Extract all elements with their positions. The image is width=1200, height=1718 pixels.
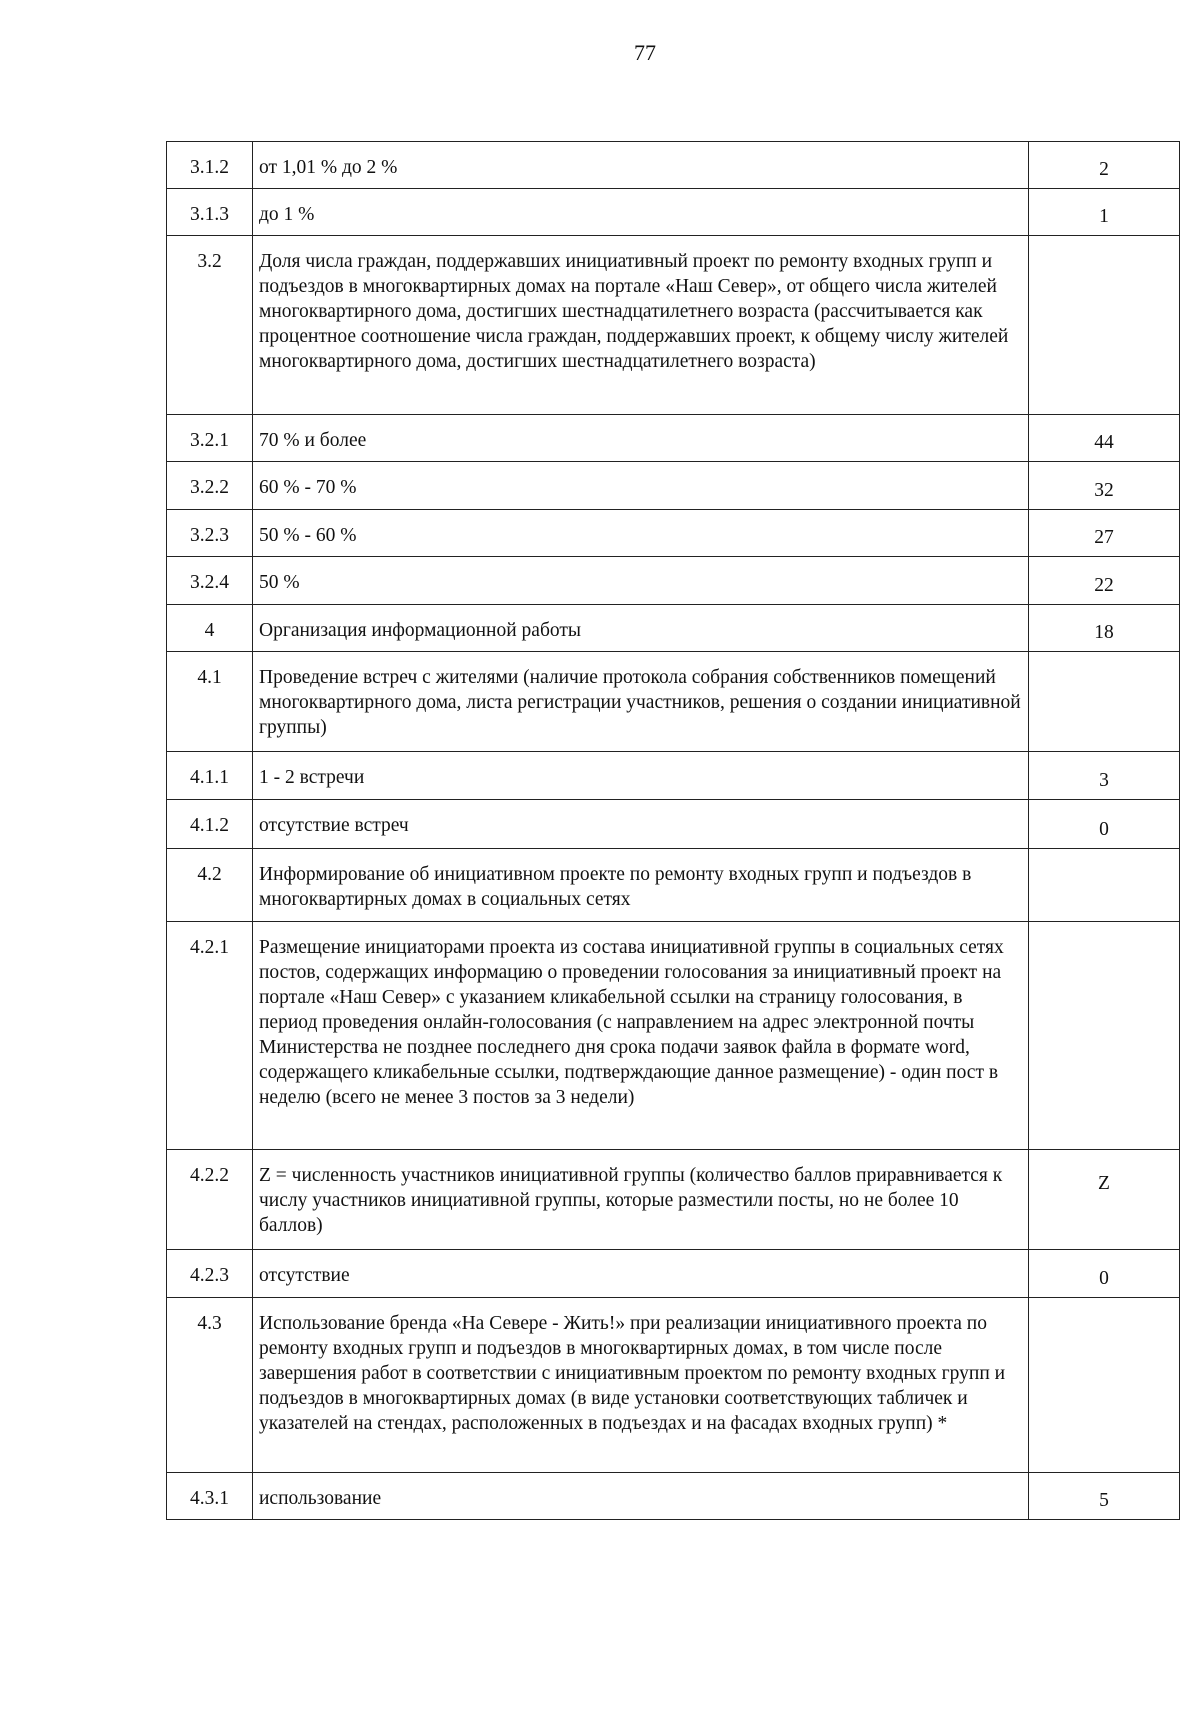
row-score: 2 xyxy=(1029,142,1180,189)
row-number: 4 xyxy=(167,605,253,652)
table-row xyxy=(167,652,1180,752)
row-number: 4.2.2 xyxy=(167,1150,253,1250)
row-description: 50 % xyxy=(253,557,1029,605)
row-score xyxy=(1029,1298,1180,1473)
table-row xyxy=(167,922,1180,1150)
table-row xyxy=(167,849,1180,922)
row-score: 22 xyxy=(1029,557,1180,605)
row-number: 4.1.2 xyxy=(167,800,253,849)
row-number: 3.2.4 xyxy=(167,557,253,605)
row-description: Доля числа граждан, поддержавших инициативный проект по ремонту входных групп и подъездов в многоквартирных домах на портале «Наш Север», от общего числа жителей многоквартирного дома, достигших шестнадцатилетнего возраста (рассчитывается как процентное соотношение числа граждан, поддержавших проект, к общему числу жителей многоквартирного дома, достигших шестнадцатилетнего возраста) xyxy=(253,236,1029,415)
table-row xyxy=(167,557,1180,605)
row-score: 5 xyxy=(1029,1473,1180,1520)
table-row xyxy=(167,462,1180,510)
row-number: 3.1.3 xyxy=(167,189,253,236)
table-row xyxy=(167,510,1180,557)
row-description: Проведение встреч с жителями (наличие протокола собрания собственников помещений многоквартирного дома, листа регистрации участников, решения о создании инициативной группы) xyxy=(253,652,1029,752)
row-score xyxy=(1029,849,1180,922)
row-description: от 1,01 % до 2 % xyxy=(253,142,1029,189)
row-score: 44 xyxy=(1029,415,1180,462)
row-number: 4.3.1 xyxy=(167,1473,253,1520)
row-score: 0 xyxy=(1029,1250,1180,1298)
row-score: 18 xyxy=(1029,605,1180,652)
table-row xyxy=(167,752,1180,800)
row-number: 4.1 xyxy=(167,652,253,752)
table-row xyxy=(167,1250,1180,1298)
row-number: 3.2.1 xyxy=(167,415,253,462)
table-row xyxy=(167,415,1180,462)
row-number: 3.2 xyxy=(167,236,253,415)
row-description: отсутствие xyxy=(253,1250,1029,1298)
row-description: до 1 % xyxy=(253,189,1029,236)
table-row xyxy=(167,236,1180,415)
row-score xyxy=(1029,236,1180,415)
row-number: 4.2.3 xyxy=(167,1250,253,1298)
row-number: 4.3 xyxy=(167,1298,253,1473)
row-score: Z xyxy=(1029,1150,1180,1250)
row-description: 1 - 2 встречи xyxy=(253,752,1029,800)
row-description: Использование бренда «На Севере - Жить!» при реализации инициативного проекта по ремонту входных групп и подъездов в многоквартирных домах, в том числе после завершения работ в соответствии с инициативным проектом по ремонту входных групп и подъездов в многоквартирных домах (в виде установки соответствующих табличек и указателей на стендах, расположенных в подъездах и на фасадах входных групп) * xyxy=(253,1298,1029,1473)
row-number: 4.2.1 xyxy=(167,922,253,1150)
table-row xyxy=(167,1298,1180,1473)
table-row xyxy=(167,1473,1180,1520)
row-score: 27 xyxy=(1029,510,1180,557)
row-description: использование xyxy=(253,1473,1029,1520)
row-score: 1 xyxy=(1029,189,1180,236)
row-number: 4.1.1 xyxy=(167,752,253,800)
row-number: 4.2 xyxy=(167,849,253,922)
row-score xyxy=(1029,922,1180,1150)
page-number: 77 xyxy=(634,40,656,65)
row-description: Организация информационной работы xyxy=(253,605,1029,652)
row-description: Z = численность участников инициативной группы (количество баллов приравнивается к числу участников инициативной группы, которые разместили посты, но не более 10 баллов) xyxy=(253,1150,1029,1250)
row-number: 3.2.3 xyxy=(167,510,253,557)
row-number: 3.2.2 xyxy=(167,462,253,510)
row-description: 60 % - 70 % xyxy=(253,462,1029,510)
row-score: 32 xyxy=(1029,462,1180,510)
row-description: 70 % и более xyxy=(253,415,1029,462)
row-number: 3.1.2 xyxy=(167,142,253,189)
row-description: Размещение инициаторами проекта из состава инициативной группы в социальных сетях постов, содержащих информацию о проведении голосования за инициативный проект на портале «Наш Север» с указанием кликабельной ссылки на страницу голосования, в период проведения онлайн-голосования (с направлением на адрес электронной почты Министерства не позднее последнего дня срока подачи заявок файла в формате word, содержащего кликабельные ссылки, подтверждающие данное размещение) - один пост в неделю (всего не менее 3 постов за 3 недели) xyxy=(253,922,1029,1150)
row-score xyxy=(1029,652,1180,752)
table-row xyxy=(167,189,1180,236)
table-row xyxy=(167,1150,1180,1250)
table-row xyxy=(167,142,1180,189)
row-score: 3 xyxy=(1029,752,1180,800)
row-score: 0 xyxy=(1029,800,1180,849)
table-row xyxy=(167,605,1180,652)
row-description: 50 % - 60 % xyxy=(253,510,1029,557)
row-description: Информирование об инициативном проекте по ремонту входных групп и подъездов в многоквартирных домах в социальных сетях xyxy=(253,849,1029,922)
row-description: отсутствие встреч xyxy=(253,800,1029,849)
criteria-table xyxy=(166,141,1180,1520)
table-row xyxy=(167,800,1180,849)
